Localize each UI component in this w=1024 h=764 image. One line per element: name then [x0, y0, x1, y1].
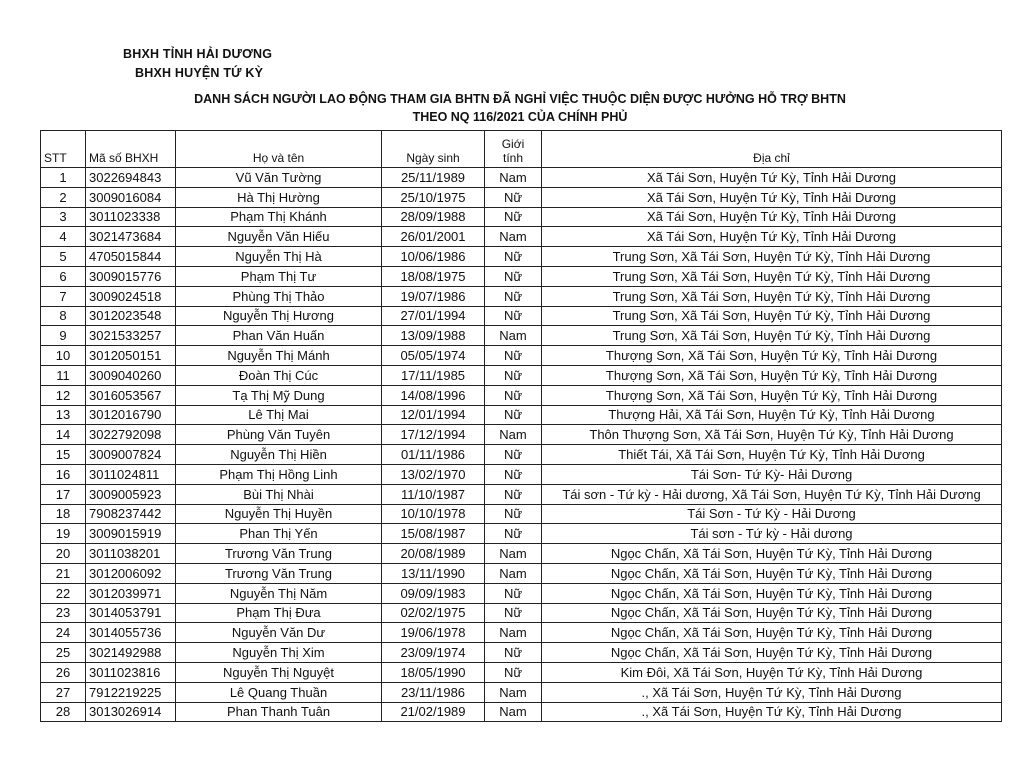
cell-ma-so: 3009015919 — [86, 524, 176, 544]
cell-ngay-sinh: 10/06/1986 — [382, 247, 485, 267]
table-row — [41, 623, 1002, 643]
cell-gioi-tinh: Nữ — [485, 187, 542, 207]
cell-ho-ten: Phạm Thị Tư — [176, 266, 382, 286]
cell-ho-ten: Nguyễn Thị Hà — [176, 247, 382, 267]
cell-ngay-sinh: 21/02/1989 — [382, 702, 485, 722]
cell-dia-chi: Ngọc Chấn, Xã Tái Sơn, Huyện Tứ Kỳ, Tỉnh Hải Dương — [542, 544, 1002, 564]
cell-gioi-tinh: Nam — [485, 227, 542, 247]
cell-dia-chi: Kim Đôi, Xã Tái Sơn, Huyện Tứ Kỳ, Tỉnh Hải Dương — [542, 662, 1002, 682]
cell-dia-chi: Trung Sơn, Xã Tái Sơn, Huyện Tứ Kỳ, Tỉnh Hải Dương — [542, 326, 1002, 346]
cell-ngay-sinh: 17/12/1994 — [382, 425, 485, 445]
cell-ngay-sinh: 23/09/1974 — [382, 643, 485, 663]
cell-ma-so: 3011038201 — [86, 544, 176, 564]
cell-dia-chi: Thượng Sơn, Xã Tái Sơn, Huyện Tứ Kỳ, Tỉnh Hải Dương — [542, 385, 1002, 405]
cell-dia-chi: Ngọc Chấn, Xã Tái Sơn, Huyện Tứ Kỳ, Tỉnh Hải Dương — [542, 623, 1002, 643]
table-row — [41, 603, 1002, 623]
table-row — [41, 207, 1002, 227]
cell-ma-so: 3014053791 — [86, 603, 176, 623]
cell-ngay-sinh: 18/08/1975 — [382, 266, 485, 286]
table-row — [41, 227, 1002, 247]
cell-dia-chi: ., Xã Tái Sơn, Huyện Tứ Kỳ, Tỉnh Hải Dương — [542, 682, 1002, 702]
cell-ngay-sinh: 11/10/1987 — [382, 484, 485, 504]
cell-stt: 17 — [41, 484, 86, 504]
cell-ngay-sinh: 20/08/1989 — [382, 544, 485, 564]
cell-ngay-sinh: 28/09/1988 — [382, 207, 485, 227]
document-subtitle: THEO NQ 116/2021 CỦA CHÍNH PHỦ — [412, 110, 628, 124]
cell-dia-chi: Xã Tái Sơn, Huyện Tứ Kỳ, Tỉnh Hải Dương — [542, 207, 1002, 227]
cell-ma-so: 3012050151 — [86, 346, 176, 366]
cell-ho-ten: Nguyễn Thị Mánh — [176, 346, 382, 366]
cell-ngay-sinh: 26/01/2001 — [382, 227, 485, 247]
cell-ho-ten: Lê Thị Mai — [176, 405, 382, 425]
table-row — [41, 464, 1002, 484]
cell-stt: 3 — [41, 207, 86, 227]
table-header-row — [41, 131, 1002, 168]
cell-ho-ten: Nguyễn Thị Huyền — [176, 504, 382, 524]
cell-gioi-tinh: Nam — [485, 168, 542, 188]
cell-ho-ten: Nguyễn Thị Năm — [176, 583, 382, 603]
cell-ho-ten: Phạm Thị Đưa — [176, 603, 382, 623]
cell-ho-ten: Lê Quang Thuần — [176, 682, 382, 702]
table-row — [41, 405, 1002, 425]
cell-ho-ten: Nguyễn Thị Hiền — [176, 445, 382, 465]
cell-ma-so: 3012023548 — [86, 306, 176, 326]
cell-ngay-sinh: 14/08/1996 — [382, 385, 485, 405]
table-row — [41, 346, 1002, 366]
cell-gioi-tinh: Nữ — [485, 266, 542, 286]
cell-ngay-sinh: 23/11/1986 — [382, 682, 485, 702]
cell-ngay-sinh: 12/01/1994 — [382, 405, 485, 425]
cell-gioi-tinh: Nữ — [485, 603, 542, 623]
cell-dia-chi: Trung Sơn, Xã Tái Sơn, Huyện Tứ Kỳ, Tỉnh Hải Dương — [542, 247, 1002, 267]
table-row — [41, 544, 1002, 564]
cell-ma-so: 7912219225 — [86, 682, 176, 702]
cell-gioi-tinh: Nữ — [485, 464, 542, 484]
cell-ma-so: 3009040260 — [86, 365, 176, 385]
column-header-ngay-sinh: Ngày sinh — [382, 131, 485, 168]
cell-ngay-sinh: 19/07/1986 — [382, 286, 485, 306]
column-header-gioi-tinh — [485, 131, 542, 168]
cell-ma-so: 3011024811 — [86, 464, 176, 484]
cell-dia-chi: Trung Sơn, Xã Tái Sơn, Huyện Tứ Kỳ, Tỉnh Hải Dương — [542, 266, 1002, 286]
employee-list-table — [40, 130, 1002, 722]
cell-ho-ten: Bùi Thị Nhài — [176, 484, 382, 504]
cell-gioi-tinh: Nữ — [485, 346, 542, 366]
cell-dia-chi: Xã Tái Sơn, Huyện Tứ Kỳ, Tỉnh Hải Dương — [542, 168, 1002, 188]
cell-ngay-sinh: 25/11/1989 — [382, 168, 485, 188]
cell-dia-chi: Tái Sơn- Tứ Kỳ- Hải Dương — [542, 464, 1002, 484]
table-row — [41, 662, 1002, 682]
cell-dia-chi: Thượng Sơn, Xã Tái Sơn, Huyện Tứ Kỳ, Tỉnh Hải Dương — [542, 365, 1002, 385]
cell-ho-ten: Phan Thanh Tuân — [176, 702, 382, 722]
cell-dia-chi: Ngọc Chấn, Xã Tái Sơn, Huyện Tứ Kỳ, Tỉnh Hải Dương — [542, 643, 1002, 663]
table-row — [41, 524, 1002, 544]
cell-ngay-sinh: 09/09/1983 — [382, 583, 485, 603]
cell-stt: 24 — [41, 623, 86, 643]
cell-ngay-sinh: 13/09/1988 — [382, 326, 485, 346]
cell-ho-ten: Nguyễn Văn Dư — [176, 623, 382, 643]
cell-stt: 26 — [41, 662, 86, 682]
cell-stt: 5 — [41, 247, 86, 267]
table-row — [41, 682, 1002, 702]
cell-stt: 15 — [41, 445, 86, 465]
cell-gioi-tinh: Nữ — [485, 207, 542, 227]
column-header-stt: STT — [41, 131, 86, 168]
column-header-dia-chi: Địa chỉ — [542, 131, 1002, 168]
table-row — [41, 266, 1002, 286]
cell-dia-chi: Trung Sơn, Xã Tái Sơn, Huyện Tứ Kỳ, Tỉnh Hải Dương — [542, 286, 1002, 306]
cell-ngay-sinh: 17/11/1985 — [382, 365, 485, 385]
cell-ngay-sinh: 13/11/1990 — [382, 563, 485, 583]
cell-stt: 1 — [41, 168, 86, 188]
cell-ngay-sinh: 19/06/1978 — [382, 623, 485, 643]
cell-stt: 21 — [41, 563, 86, 583]
cell-dia-chi: Thôn Thượng Sơn, Xã Tái Sơn, Huyện Tứ Kỳ, Tỉnh Hải Dương — [542, 425, 1002, 445]
cell-ngay-sinh: 18/05/1990 — [382, 662, 485, 682]
cell-gioi-tinh: Nữ — [485, 583, 542, 603]
cell-dia-chi: Trung Sơn, Xã Tái Sơn, Huyện Tứ Kỳ, Tỉnh Hải Dương — [542, 306, 1002, 326]
cell-ma-so: 3014055736 — [86, 623, 176, 643]
cell-stt: 11 — [41, 365, 86, 385]
cell-gioi-tinh: Nữ — [485, 247, 542, 267]
cell-ma-so: 3013026914 — [86, 702, 176, 722]
table-row — [41, 168, 1002, 188]
org-name-district: BHXH HUYỆN TỨ KỲ — [135, 66, 264, 80]
cell-ho-ten: Nguyễn Thị Hương — [176, 306, 382, 326]
cell-ma-so: 3009005923 — [86, 484, 176, 504]
cell-ho-ten: Tạ Thị Mỹ Dung — [176, 385, 382, 405]
cell-ho-ten: Đoàn Thị Cúc — [176, 365, 382, 385]
cell-gioi-tinh: Nữ — [485, 365, 542, 385]
cell-ho-ten: Phùng Văn Tuyên — [176, 425, 382, 445]
cell-gioi-tinh: Nam — [485, 682, 542, 702]
cell-gioi-tinh: Nữ — [485, 385, 542, 405]
table-row — [41, 306, 1002, 326]
cell-ma-so: 3021533257 — [86, 326, 176, 346]
table-row — [41, 702, 1002, 722]
cell-stt: 9 — [41, 326, 86, 346]
cell-stt: 20 — [41, 544, 86, 564]
cell-stt: 14 — [41, 425, 86, 445]
cell-dia-chi: Ngọc Chấn, Xã Tái Sơn, Huyện Tứ Kỳ, Tỉnh Hải Dương — [542, 603, 1002, 623]
column-header-gioi-tinh-line1: Giới — [501, 137, 525, 151]
cell-gioi-tinh: Nữ — [485, 445, 542, 465]
cell-ngay-sinh: 15/08/1987 — [382, 524, 485, 544]
table-row — [41, 445, 1002, 465]
cell-stt: 6 — [41, 266, 86, 286]
cell-ma-so: 4705015844 — [86, 247, 176, 267]
cell-gioi-tinh: Nữ — [485, 504, 542, 524]
cell-ma-so: 3016053567 — [86, 385, 176, 405]
cell-gioi-tinh: Nam — [485, 702, 542, 722]
cell-dia-chi: Tái sơn - Tứ kỳ - Hải dương — [542, 524, 1002, 544]
cell-ngay-sinh: 10/10/1978 — [382, 504, 485, 524]
document-title: DANH SÁCH NGƯỜI LAO ĐỘNG THAM GIA BHTN ĐÃ NGHỈ VIỆC THUỘC DIỆN ĐƯỢC HƯỞNG HỖ TRỢ BHTN — [194, 92, 846, 106]
table-row — [41, 326, 1002, 346]
cell-stt: 28 — [41, 702, 86, 722]
cell-gioi-tinh: Nữ — [485, 306, 542, 326]
cell-stt: 22 — [41, 583, 86, 603]
cell-dia-chi: Thượng Sơn, Xã Tái Sơn, Huyện Tứ Kỳ, Tỉnh Hải Dương — [542, 346, 1002, 366]
cell-ho-ten: Hà Thị Hường — [176, 187, 382, 207]
cell-ma-so: 3009016084 — [86, 187, 176, 207]
cell-ma-so: 7908237442 — [86, 504, 176, 524]
cell-ho-ten: Phan Thị Yến — [176, 524, 382, 544]
cell-gioi-tinh: Nam — [485, 623, 542, 643]
cell-ho-ten: Nguyễn Thị Xim — [176, 643, 382, 663]
cell-dia-chi: Xã Tái Sơn, Huyện Tứ Kỳ, Tỉnh Hải Dương — [542, 227, 1002, 247]
table-row — [41, 425, 1002, 445]
column-header-ma-so: Mã số BHXH — [86, 131, 176, 168]
table-row — [41, 286, 1002, 306]
cell-gioi-tinh: Nữ — [485, 643, 542, 663]
cell-ma-so: 3022792098 — [86, 425, 176, 445]
cell-ngay-sinh: 02/02/1975 — [382, 603, 485, 623]
cell-ma-so: 3012016790 — [86, 405, 176, 425]
cell-gioi-tinh: Nữ — [485, 524, 542, 544]
cell-ho-ten: Phùng Thị Thảo — [176, 286, 382, 306]
table-row — [41, 484, 1002, 504]
cell-ma-so: 3012039971 — [86, 583, 176, 603]
cell-ho-ten: Phạm Thị Khánh — [176, 207, 382, 227]
cell-ho-ten: Nguyễn Thị Nguyệt — [176, 662, 382, 682]
cell-ho-ten: Nguyễn Văn Hiếu — [176, 227, 382, 247]
cell-gioi-tinh: Nữ — [485, 286, 542, 306]
cell-ma-so: 3009007824 — [86, 445, 176, 465]
cell-ma-so: 3011023338 — [86, 207, 176, 227]
cell-ma-so: 3009024518 — [86, 286, 176, 306]
cell-stt: 18 — [41, 504, 86, 524]
cell-stt: 7 — [41, 286, 86, 306]
cell-dia-chi: Tái Sơn - Tứ Kỳ - Hải Dương — [542, 504, 1002, 524]
column-header-gioi-tinh-line2: tính — [502, 151, 523, 165]
cell-gioi-tinh: Nam — [485, 563, 542, 583]
cell-ngay-sinh: 25/10/1975 — [382, 187, 485, 207]
cell-stt: 2 — [41, 187, 86, 207]
cell-gioi-tinh: Nam — [485, 425, 542, 445]
cell-ho-ten: Vũ Văn Tường — [176, 168, 382, 188]
cell-dia-chi: Ngọc Chấn, Xã Tái Sơn, Huyện Tứ Kỳ, Tỉnh Hải Dương — [542, 563, 1002, 583]
table-row — [41, 563, 1002, 583]
table-row — [41, 385, 1002, 405]
table-row — [41, 643, 1002, 663]
cell-ma-so: 3011023816 — [86, 662, 176, 682]
cell-gioi-tinh: Nữ — [485, 405, 542, 425]
cell-ma-so: 3009015776 — [86, 266, 176, 286]
cell-stt: 25 — [41, 643, 86, 663]
cell-gioi-tinh: Nữ — [485, 484, 542, 504]
cell-stt: 10 — [41, 346, 86, 366]
cell-stt: 16 — [41, 464, 86, 484]
cell-ma-so: 3012006092 — [86, 563, 176, 583]
column-header-ho-ten: Họ và tên — [176, 131, 382, 168]
cell-dia-chi: Thiết Tái, Xã Tái Sơn, Huyện Tứ Kỳ, Tỉnh Hải Dương — [542, 445, 1002, 465]
cell-ma-so: 3022694843 — [86, 168, 176, 188]
cell-gioi-tinh: Nam — [485, 326, 542, 346]
cell-stt: 27 — [41, 682, 86, 702]
table-row — [41, 583, 1002, 603]
cell-dia-chi: Tái sơn - Tứ kỳ - Hải dương, Xã Tái Sơn, Huyện Tứ Kỳ, Tỉnh Hải Dương — [542, 484, 1002, 504]
cell-stt: 12 — [41, 385, 86, 405]
cell-dia-chi: Thượng Hải, Xã Tái Sơn, Huyện Tứ Kỳ, Tỉnh Hải Dương — [542, 405, 1002, 425]
cell-gioi-tinh: Nam — [485, 544, 542, 564]
org-name-province: BHXH TỈNH HẢI DƯƠNG — [123, 47, 273, 61]
cell-stt: 13 — [41, 405, 86, 425]
table-row — [41, 365, 1002, 385]
cell-ho-ten: Trương Văn Trung — [176, 563, 382, 583]
table-row — [41, 247, 1002, 267]
cell-stt: 4 — [41, 227, 86, 247]
cell-stt: 8 — [41, 306, 86, 326]
cell-stt: 19 — [41, 524, 86, 544]
cell-dia-chi: Ngọc Chấn, Xã Tái Sơn, Huyện Tứ Kỳ, Tỉnh Hải Dương — [542, 583, 1002, 603]
cell-ngay-sinh: 05/05/1974 — [382, 346, 485, 366]
table-row — [41, 504, 1002, 524]
cell-ho-ten: Trương Văn Trung — [176, 544, 382, 564]
cell-ho-ten: Phan Văn Huấn — [176, 326, 382, 346]
cell-ma-so: 3021473684 — [86, 227, 176, 247]
cell-dia-chi: ., Xã Tái Sơn, Huyện Tứ Kỳ, Tỉnh Hải Dương — [542, 702, 1002, 722]
cell-gioi-tinh: Nữ — [485, 662, 542, 682]
cell-ngay-sinh: 13/02/1970 — [382, 464, 485, 484]
cell-ngay-sinh: 01/11/1986 — [382, 445, 485, 465]
cell-dia-chi: Xã Tái Sơn, Huyện Tứ Kỳ, Tỉnh Hải Dương — [542, 187, 1002, 207]
table-row — [41, 187, 1002, 207]
cell-ngay-sinh: 27/01/1994 — [382, 306, 485, 326]
cell-ho-ten: Phạm Thị Hồng Linh — [176, 464, 382, 484]
cell-ma-so: 3021492988 — [86, 643, 176, 663]
cell-stt: 23 — [41, 603, 86, 623]
